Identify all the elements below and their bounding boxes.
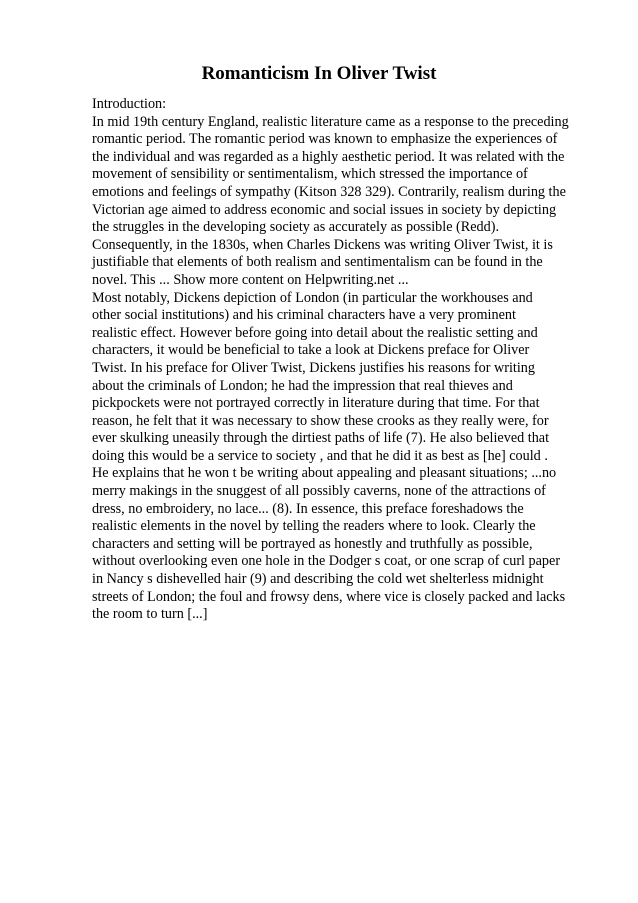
body-text-line: characters, it would be beneficial to take a look at Dickens preface for Oliver [92,342,530,359]
body-text-line: characters and setting will be portrayed as honestly and truthfully as possible, [92,535,533,552]
body-text-line: realistic elements in the novel by telling the readers where to look. Clearly the [92,518,536,535]
body-text-line: Consequently, in the 1830s, when Charles Dickens was writing Oliver Twist, it is [92,236,553,253]
document-body [92,96,592,624]
body-text-line: justifiable that elements of both realism and sentimentalism can be found in the [92,254,543,271]
body-text-line: Most notably, Dickens depiction of London (in particular the workhouses and [92,289,533,306]
body-text-line: ever skulking uneasily through the dirtiest paths of life (7). He also believed that [92,430,550,447]
body-text-line: without overlooking even one hole in the Dodger s coat, or one scrap of curl paper [92,553,561,570]
body-text-line: merry makings in the snuggest of all possibly caverns, none of the attractions of [92,483,546,500]
body-text-line: streets of London; the foul and frowsy dens, where vice is closely packed and lacks [92,588,566,605]
body-text-line: Victorian age aimed to address economic and social issues in society by depicting [92,201,557,218]
body-text-line: Twist. In his preface for Oliver Twist, Dickens justifies his reasons for writing [92,359,535,376]
document-title: Romanticism In Oliver Twist [201,63,437,84]
body-text-line: novel. This ... Show more content on Helpwriting.net ... [92,271,409,288]
body-text-line: the room to turn [...] [92,606,208,623]
body-text-line: the individual and was regarded as a highly aesthetic period. It was related with the [92,148,565,165]
body-text-line: Introduction: [92,96,167,112]
body-text-line: romantic period. The romantic period was known to emphasize the experiences of [92,131,558,148]
body-text-line: other social institutions) and his criminal characters have a very prominent [92,307,516,324]
body-text-line: emotions and feelings of sympathy (Kitson 328 329). Contrarily, realism during the [92,183,566,200]
body-text-line: doing this would be a service to society , and that he did it as best as [he] could . [92,447,548,464]
body-text-line: the struggles in the developing society as accurately as possible (Redd). [92,219,499,236]
body-text-line: dress, no embroidery, no lace... (8). In essence, this preface foreshadows the [92,500,524,517]
body-text-line: He explains that he won t be writing about appealing and pleasant situations; ...no [92,465,557,482]
body-text-line: In mid 19th century England, realistic literature came as a response to the preceding [92,113,569,130]
body-text-line: movement of sensibility or sentimentalism, which stressed the importance of [92,166,528,183]
body-text-line: pickpockets were not portrayed correctly in literature during that time. For that [92,395,540,412]
body-text-line: about the criminals of London; he had the impression that real thieves and [92,377,513,394]
body-text-line: realistic effect. However before going into detail about the realistic setting and [92,324,538,341]
body-text-line: in Nancy s dishevelled hair (9) and describing the cold wet shelterless midnight [92,571,544,588]
body-text-line: reason, he felt that it was necessary to show these crooks as they really were, for [92,412,549,429]
